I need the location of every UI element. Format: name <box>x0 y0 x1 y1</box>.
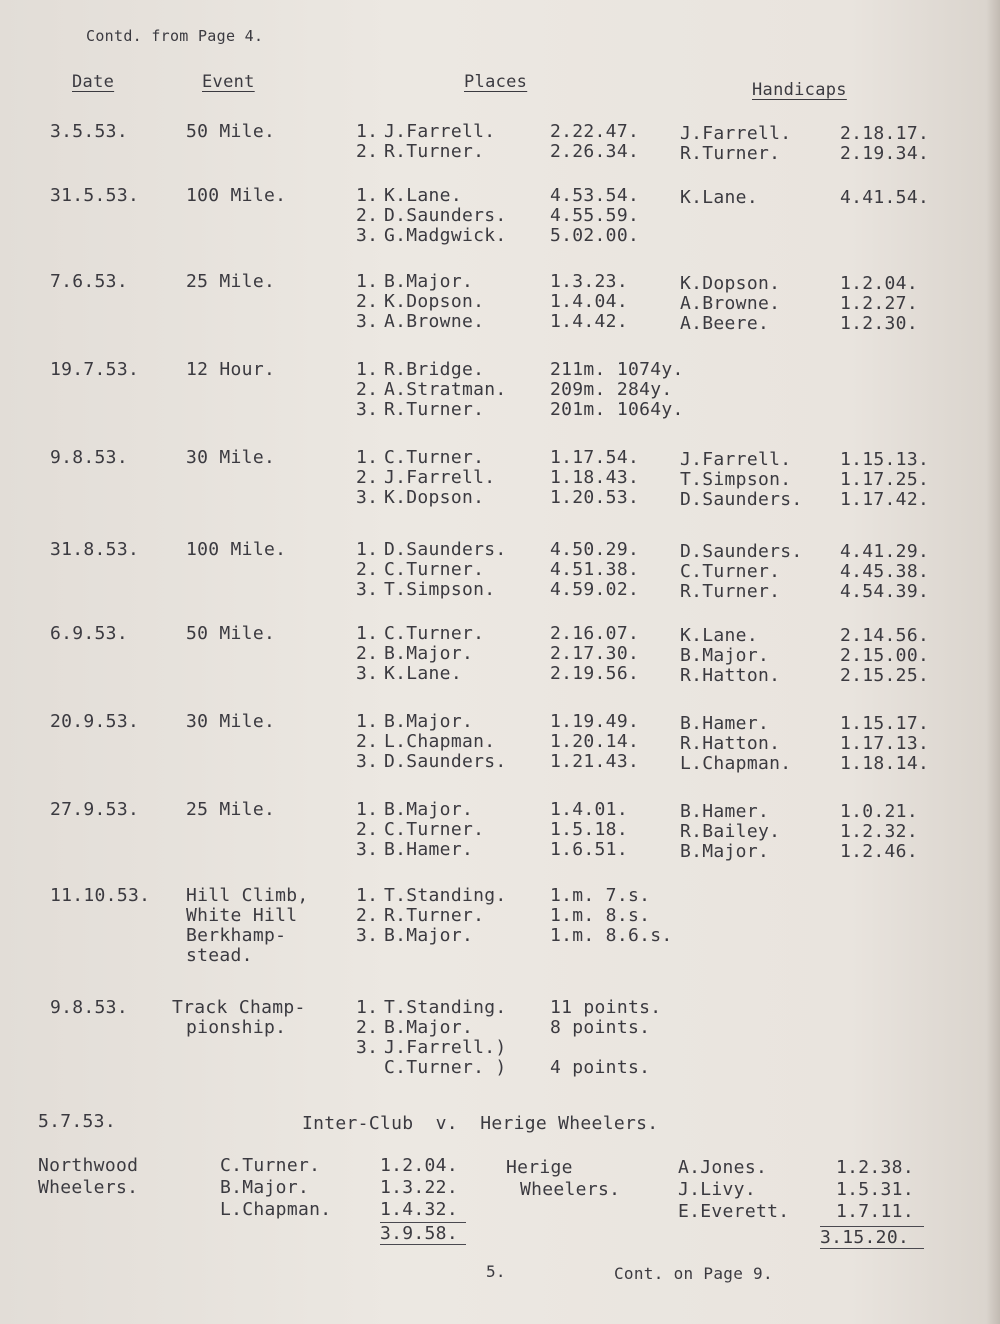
place-name: D.Saunders. <box>384 539 507 560</box>
event-name: 25 Mile. <box>186 271 276 292</box>
team-a-rider: C.Turner. <box>220 1155 321 1176</box>
place-name: J.Farrell. <box>384 121 496 142</box>
handicap-time: 1.17.13. <box>840 733 930 754</box>
place-name: C.Turner. <box>384 819 485 840</box>
place-time: 8 points. <box>550 1017 651 1038</box>
event-name: Hill Climb, <box>186 885 309 906</box>
place-position: 3. <box>356 925 379 946</box>
handicap-name: J.Farrell. <box>680 123 792 144</box>
place-position: 3. <box>356 487 379 508</box>
handicap-time: 1.2.32. <box>840 821 918 842</box>
place-name: T.Simpson. <box>384 579 496 600</box>
place-name: C.Turner. <box>384 623 485 644</box>
handicap-time: 1.15.17. <box>840 713 930 734</box>
handicap-name: D.Saunders. <box>680 489 803 510</box>
handicap-name: A.Browne. <box>680 293 781 314</box>
place-position: 2. <box>356 643 379 664</box>
place-position: 3. <box>356 225 379 246</box>
handicap-name: B.Major. <box>680 841 770 862</box>
place-name: C.Turner. <box>384 559 485 580</box>
column-header-places: Places <box>464 72 528 92</box>
place-name: R.Turner. <box>384 905 485 926</box>
event-name: 100 Mile. <box>186 185 287 206</box>
event-date: 11.10.53. <box>50 885 151 906</box>
place-time: 1.18.43. <box>550 467 640 488</box>
event-date: 20.9.53. <box>50 711 140 732</box>
place-position: 1. <box>356 711 379 732</box>
continued-from-note: Contd. from Page 4. <box>86 27 264 45</box>
handicap-name: D.Saunders. <box>680 541 803 562</box>
handicap-time: 4.41.54. <box>840 187 930 208</box>
place-name: B.Major. <box>384 799 474 820</box>
place-time: 1.m. 8.6.s. <box>550 925 673 946</box>
handicap-name: R.Hatton. <box>680 733 781 754</box>
handicap-name: R.Turner. <box>680 143 781 164</box>
team-b-time: 1.2.38. <box>836 1157 914 1178</box>
place-position: 3. <box>356 663 379 684</box>
column-header-event: Event <box>202 72 255 92</box>
place-position: 1. <box>356 359 379 380</box>
place-name: B.Hamer. <box>384 839 474 860</box>
handicap-time: 1.17.42. <box>840 489 930 510</box>
event-name: Berkhamp- <box>186 925 287 946</box>
place-position: 2. <box>356 559 379 580</box>
handicap-time: 2.15.25. <box>840 665 930 686</box>
place-time: 4.59.02. <box>550 579 640 600</box>
place-name: B.Major. <box>384 925 474 946</box>
team-a-rider: L.Chapman. <box>220 1199 332 1220</box>
place-position: 3. <box>356 839 379 860</box>
event-name: 30 Mile. <box>186 447 276 468</box>
handicap-name: K.Lane. <box>680 187 758 208</box>
place-name: C.Turner. <box>384 447 485 468</box>
place-name: J.Farrell. <box>384 467 496 488</box>
event-date: 31.5.53. <box>50 185 140 206</box>
handicap-name: K.Lane. <box>680 625 758 646</box>
event-name: 12 Hour. <box>186 359 276 380</box>
handicap-name: B.Major. <box>680 645 770 666</box>
event-name: stead. <box>186 945 253 966</box>
place-name: C.Turner. ) <box>384 1057 507 1078</box>
handicap-name: K.Dopson. <box>680 273 781 294</box>
handicap-name: R.Bailey. <box>680 821 781 842</box>
handicap-time: 4.45.38. <box>840 561 930 582</box>
place-position: 2. <box>356 467 379 488</box>
team-a-rider: B.Major. <box>220 1177 310 1198</box>
place-position: 1. <box>356 185 379 206</box>
place-position: 3. <box>356 399 379 420</box>
event-name: 50 Mile. <box>186 121 276 142</box>
event-name: 100 Mile. <box>186 539 287 560</box>
place-name: A.Browne. <box>384 311 485 332</box>
handicap-time: 1.2.04. <box>840 273 918 294</box>
place-time: 4.55.59. <box>550 205 640 226</box>
handicap-time: 1.15.13. <box>840 449 930 470</box>
place-time: 2.19.56. <box>550 663 640 684</box>
place-name: R.Turner. <box>384 141 485 162</box>
handicap-time: 1.2.27. <box>840 293 918 314</box>
event-date: 9.8.53. <box>50 997 128 1018</box>
place-time: 2.26.34. <box>550 141 640 162</box>
place-time: 1.19.49. <box>550 711 640 732</box>
event-date: 27.9.53. <box>50 799 140 820</box>
place-time: 2.22.47. <box>550 121 640 142</box>
place-position: 2. <box>356 731 379 752</box>
handicap-time: 4.54.39. <box>840 581 930 602</box>
handicap-time: 2.19.34. <box>840 143 930 164</box>
inter-club-date: 5.7.53. <box>38 1111 116 1132</box>
team-b-total: 3.15.20. <box>820 1227 910 1248</box>
place-name: K.Lane. <box>384 663 462 684</box>
place-position: 2. <box>356 819 379 840</box>
place-position: 3. <box>356 579 379 600</box>
handicap-name: R.Hatton. <box>680 665 781 686</box>
place-time: 4.51.38. <box>550 559 640 580</box>
place-name: B.Major. <box>384 711 474 732</box>
handicap-name: T.Simpson. <box>680 469 792 490</box>
place-position: 2. <box>356 141 379 162</box>
handicap-name: R.Turner. <box>680 581 781 602</box>
team-b-total-underline <box>820 1248 924 1249</box>
team-b-name: Wheelers. <box>520 1179 621 1200</box>
place-time: 1.m. 7.s. <box>550 885 651 906</box>
place-name: R.Bridge. <box>384 359 485 380</box>
handicap-name: A.Beere. <box>680 313 770 334</box>
place-time: 4 points. <box>550 1057 651 1078</box>
place-position: 1. <box>356 623 379 644</box>
handicap-time: 1.18.14. <box>840 753 930 774</box>
place-position: 2. <box>356 1017 379 1038</box>
team-a-time: 1.4.32. <box>380 1199 458 1220</box>
place-position: 1. <box>356 799 379 820</box>
event-name: pionship. <box>186 1017 287 1038</box>
handicap-time: 2.15.00. <box>840 645 930 666</box>
team-b-time: 1.5.31. <box>836 1179 914 1200</box>
place-name: B.Major. <box>384 1017 474 1038</box>
event-date: 31.8.53. <box>50 539 140 560</box>
handicap-name: L.Chapman. <box>680 753 792 774</box>
place-name: A.Stratman. <box>384 379 507 400</box>
page-number: 5. <box>486 1262 506 1281</box>
event-date: 6.9.53. <box>50 623 128 644</box>
handicap-time: 1.2.46. <box>840 841 918 862</box>
place-time: 4.50.29. <box>550 539 640 560</box>
place-position: 2. <box>356 291 379 312</box>
place-name: G.Madgwick. <box>384 225 507 246</box>
place-name: D.Saunders. <box>384 751 507 772</box>
place-name: T.Standing. <box>384 885 507 906</box>
event-date: 3.5.53. <box>50 121 128 142</box>
event-name: 25 Mile. <box>186 799 276 820</box>
place-name: L.Chapman. <box>384 731 496 752</box>
team-a-total: 3.9.58. <box>380 1223 458 1244</box>
place-time: 1.20.14. <box>550 731 640 752</box>
place-time: 5.02.00. <box>550 225 640 246</box>
place-position: 2. <box>356 379 379 400</box>
place-position: 3. <box>356 751 379 772</box>
team-b-name: Herige <box>506 1157 573 1178</box>
place-time: 1.3.23. <box>550 271 628 292</box>
place-time: 1.4.04. <box>550 291 628 312</box>
place-time: 1.17.54. <box>550 447 640 468</box>
handicap-time: 4.41.29. <box>840 541 930 562</box>
place-time: 2.17.30. <box>550 643 640 664</box>
place-name: K.Dopson. <box>384 291 485 312</box>
event-name: 50 Mile. <box>186 623 276 644</box>
place-name: T.Standing. <box>384 997 507 1018</box>
handicap-time: 1.17.25. <box>840 469 930 490</box>
place-time: 209m. 284y. <box>550 379 673 400</box>
event-name: Track Champ- <box>172 997 306 1018</box>
place-time: 1.5.18. <box>550 819 628 840</box>
place-name: R.Turner. <box>384 399 485 420</box>
place-time: 1.21.43. <box>550 751 640 772</box>
place-name: J.Farrell.) <box>384 1037 507 1058</box>
place-position: 1. <box>356 271 379 292</box>
place-position: 3. <box>356 1037 379 1058</box>
continued-on-note: Cont. on Page 9. <box>614 1264 773 1283</box>
event-date: 19.7.53. <box>50 359 140 380</box>
team-a-total-underline <box>380 1244 466 1245</box>
handicap-time: 1.0.21. <box>840 801 918 822</box>
event-date: 9.8.53. <box>50 447 128 468</box>
team-a-name: Wheelers. <box>38 1177 139 1198</box>
place-name: K.Dopson. <box>384 487 485 508</box>
place-position: 1. <box>356 447 379 468</box>
event-date: 7.6.53. <box>50 271 128 292</box>
place-time: 211m. 1074y. <box>550 359 684 380</box>
team-b-rider: A.Jones. <box>678 1157 768 1178</box>
handicap-time: 2.14.56. <box>840 625 930 646</box>
team-b-rider: E.Everett. <box>678 1201 790 1222</box>
handicap-name: B.Hamer. <box>680 713 770 734</box>
place-position: 2. <box>356 205 379 226</box>
place-name: D.Saunders. <box>384 205 507 226</box>
column-header-date: Date <box>72 72 115 92</box>
column-header-handicaps: Handicaps <box>752 80 847 100</box>
place-time: 1.6.51. <box>550 839 628 860</box>
handicap-time: 2.18.17. <box>840 123 930 144</box>
place-time: 1.20.53. <box>550 487 640 508</box>
place-position: 1. <box>356 121 379 142</box>
place-position: 3. <box>356 311 379 332</box>
handicap-name: J.Farrell. <box>680 449 792 470</box>
place-position: 1. <box>356 885 379 906</box>
event-name: 30 Mile. <box>186 711 276 732</box>
place-time: 1.m. 8.s. <box>550 905 651 926</box>
place-time: 2.16.07. <box>550 623 640 644</box>
place-time: 11 points. <box>550 997 662 1018</box>
inter-club-title: Inter-Club v. Herige Wheelers. <box>302 1113 659 1134</box>
place-time: 1.4.42. <box>550 311 628 332</box>
team-a-time: 1.2.04. <box>380 1155 458 1176</box>
handicap-name: C.Turner. <box>680 561 781 582</box>
place-time: 1.4.01. <box>550 799 628 820</box>
place-time: 201m. 1064y. <box>550 399 684 420</box>
team-a-name: Northwood <box>38 1155 139 1176</box>
team-b-time: 1.7.11. <box>836 1201 914 1222</box>
place-time: 4.53.54. <box>550 185 640 206</box>
team-a-time: 1.3.22. <box>380 1177 458 1198</box>
place-position: 1. <box>356 997 379 1018</box>
place-name: B.Major. <box>384 271 474 292</box>
place-name: B.Major. <box>384 643 474 664</box>
handicap-time: 1.2.30. <box>840 313 918 334</box>
place-position: 2. <box>356 905 379 926</box>
event-name: White Hill <box>186 905 298 926</box>
place-name: K.Lane. <box>384 185 462 206</box>
handicap-name: B.Hamer. <box>680 801 770 822</box>
team-b-rider: J.Livy. <box>678 1179 756 1200</box>
place-position: 1. <box>356 539 379 560</box>
